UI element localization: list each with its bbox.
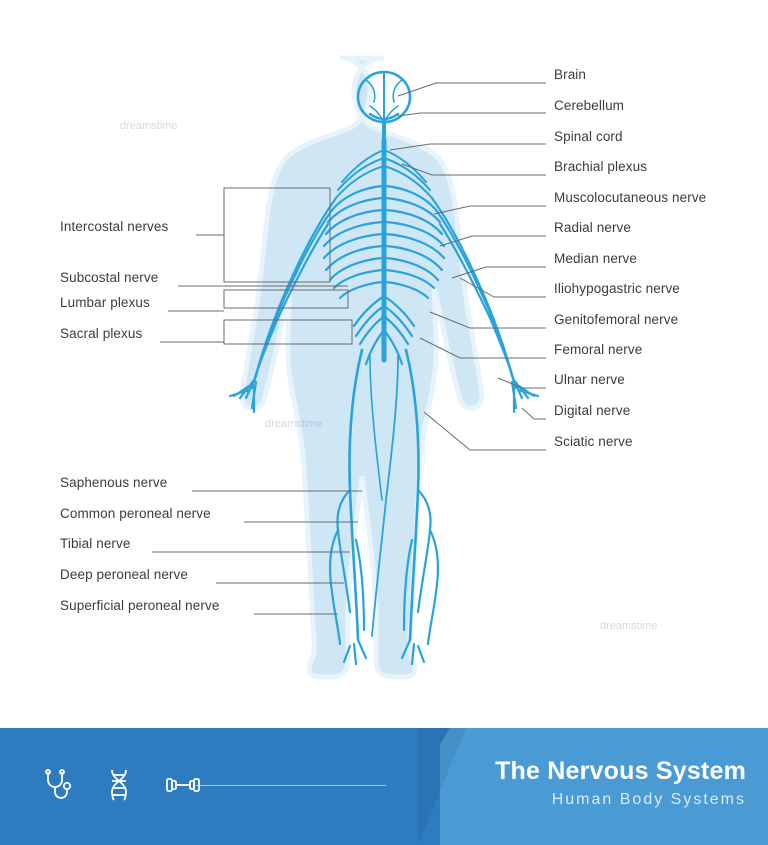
- nerve-label: Lumbar plexus: [60, 295, 150, 310]
- banner-title: The Nervous System: [495, 757, 746, 785]
- nerve-label: Brain: [554, 67, 587, 82]
- nerve-label: Cerebellum: [554, 98, 625, 113]
- nerve-label: Deep peroneal nerve: [60, 567, 188, 582]
- nerve-label: Sciatic nerve: [554, 434, 633, 449]
- nerve-label: Femoral nerve: [554, 342, 643, 357]
- nerve-label: Brachial plexus: [554, 159, 648, 174]
- nerve-label: Muscolocutaneous nerve: [554, 190, 707, 205]
- watermark-text: dreamstime: [265, 418, 323, 430]
- nerve-label: Genitofemoral nerve: [554, 312, 679, 327]
- nerve-label: Sacral plexus: [60, 326, 143, 341]
- nerve-label: Radial nerve: [554, 220, 631, 235]
- watermark-text: dreamstime: [600, 620, 658, 632]
- dna-icon: [98, 764, 140, 806]
- nerve-label: Median nerve: [554, 251, 637, 266]
- nerve-label: Iliohypogastric nerve: [554, 281, 680, 296]
- nerve-label: Digital nerve: [554, 403, 631, 418]
- nerve-label: Ulnar nerve: [554, 372, 625, 387]
- stethoscope-icon: [34, 764, 76, 806]
- banner-divider-rule: [196, 785, 386, 786]
- footer-banner: [0, 728, 768, 845]
- nerve-label: Subcostal nerve: [60, 270, 159, 285]
- nerve-label: Common peroneal nerve: [60, 506, 211, 521]
- nerve-label: Tibial nerve: [60, 536, 131, 551]
- watermark-text: dreamstime: [120, 120, 178, 132]
- banner-icon-group: [34, 764, 204, 806]
- banner-diagonal-shadow: [418, 728, 466, 845]
- nerve-label: Superficial peroneal nerve: [60, 598, 220, 613]
- nerve-label: Intercostal nerves: [60, 219, 169, 234]
- banner-subtitle: Human Body Systems: [551, 791, 746, 809]
- nerve-label: Saphenous nerve: [60, 475, 168, 490]
- nerve-label: Spinal cord: [554, 129, 623, 144]
- banner-text-group: [495, 756, 746, 809]
